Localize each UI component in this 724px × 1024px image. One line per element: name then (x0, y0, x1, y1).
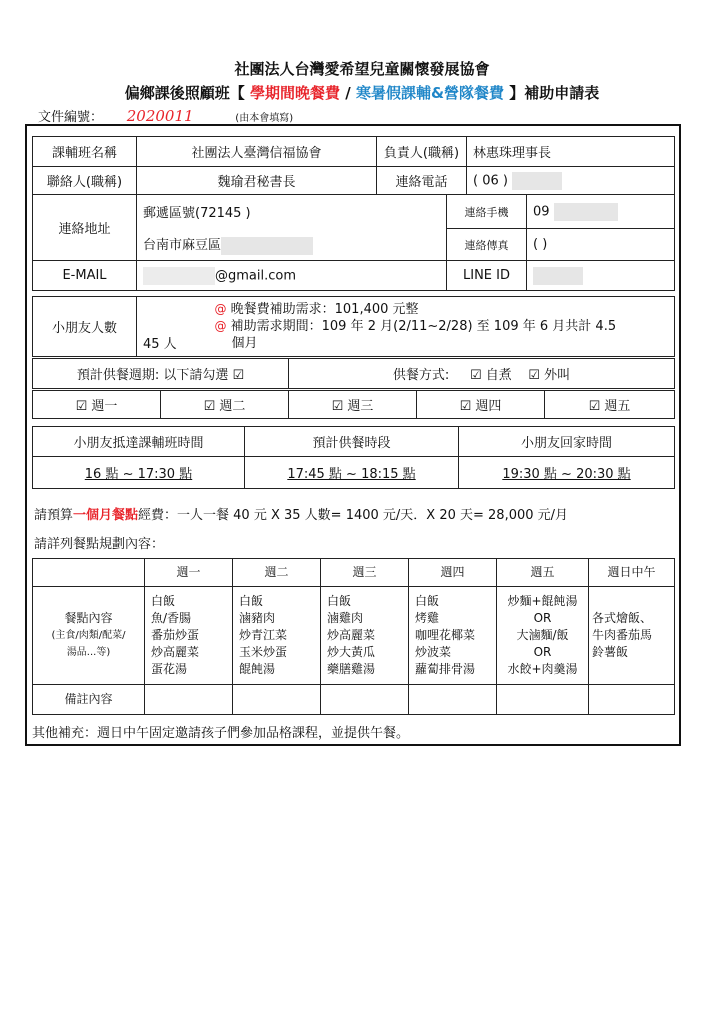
meal-items-sun (589, 587, 675, 685)
budget-prefix: 請預算 (34, 508, 74, 523)
meal-item: 各式燴飯、 (592, 611, 653, 625)
contact-value: 魏瑜君秘書長 (137, 167, 377, 195)
title-prefix: 偏鄉課後照顧班【 (124, 84, 245, 102)
swirl-bullet-icon: @ (214, 319, 227, 333)
title-blue-option: 寒暑假課輔&營隊餐費 (355, 84, 505, 102)
remark-cell (233, 685, 321, 715)
meal-item: 鈴薯飯 (592, 645, 629, 659)
meal-items-wed (321, 587, 409, 685)
redacted-block (533, 267, 583, 285)
email-value (137, 261, 447, 291)
day-check-thu[interactable]: ☑ 週四 (417, 391, 545, 419)
postal-value: 郵遞區號(72145 ) (137, 195, 447, 229)
meal-day-header: 週日中午 (589, 559, 675, 587)
remark-cell (497, 685, 589, 715)
remark-cell (409, 685, 497, 715)
address-label: 連絡地址 (33, 195, 137, 261)
day-check-mon[interactable]: ☑ 週一 (33, 391, 161, 419)
remark-label: 備註內容 (33, 685, 145, 715)
leader-value: 林惠珠理事長 (467, 137, 675, 167)
meal-time-label: 預計供餐時段 (245, 427, 459, 457)
title-separator: / (345, 84, 351, 102)
meal-row-label-3: 湯品...等) (66, 647, 111, 658)
meal-day-header: 週二 (233, 559, 321, 587)
mobile-value (527, 195, 675, 229)
budget-text: 經費：一人一餐 40 元 X 35 人數= 1400 元/天．X 20 天= 28,000 元/月 (138, 508, 569, 523)
kids-details (209, 297, 675, 357)
meal-item: 魚/香腸 (151, 611, 192, 625)
meal-day-header: 週五 (497, 559, 589, 587)
method-label: 供餐方式: (392, 368, 450, 383)
meal-items-fri (497, 587, 589, 685)
redacted-block (143, 267, 215, 285)
remark-cell (589, 685, 675, 715)
meal-item: 烤雞 (415, 611, 440, 625)
kids-label: 小朋友人數 (33, 297, 137, 357)
meal-item: 白飯 (151, 594, 176, 608)
doc-number-row (38, 106, 293, 126)
meal-item: 番茄炒蛋 (151, 628, 200, 642)
arrive-value: 16 點 ~ 17:30 點 (33, 457, 245, 489)
meal-item: 水餃+肉羹湯 (507, 662, 578, 676)
meal-items-tue (233, 587, 321, 685)
times-table (32, 426, 675, 489)
meal-items-thu (409, 587, 497, 685)
budget-red: 一個月餐點 (73, 508, 139, 523)
leader-label: 負責人(職稱) (377, 137, 467, 167)
title-suffix: 】補助申請表 (509, 84, 600, 102)
address-table (32, 194, 675, 291)
meal-item: 白飯 (239, 594, 264, 608)
meal-item: OR (533, 611, 552, 625)
remark-cell (321, 685, 409, 715)
line-value (527, 261, 675, 291)
title-red-option: 學期間晚餐費 (249, 84, 340, 102)
meal-item: 白飯 (327, 594, 352, 608)
need-period-cont: 個月 (231, 336, 258, 351)
redacted-block (512, 172, 562, 190)
contact-label: 聯絡人(職稱) (33, 167, 137, 195)
mobile-prefix: 09 (533, 204, 550, 219)
weekly-table (32, 358, 675, 389)
address-value (137, 229, 447, 261)
redacted-block (554, 203, 618, 221)
meal-item: 餛飩湯 (239, 662, 276, 676)
meal-day-header: 週一 (145, 559, 233, 587)
meal-item: 蛋花湯 (151, 662, 188, 676)
doc-number-value: 2020011 (107, 107, 213, 126)
meal-items-mon (145, 587, 233, 685)
home-label: 小朋友回家時間 (459, 427, 675, 457)
meal-item: 炒波菜 (415, 645, 452, 659)
org-name: 社團法人台灣愛希望兒童關懷發展協會 (234, 60, 490, 78)
day-check-fri[interactable]: ☑ 週五 (545, 391, 675, 419)
meal-item: 炒高麗菜 (327, 628, 376, 642)
day-check-wed[interactable]: ☑ 週三 (289, 391, 417, 419)
day-check-tue[interactable]: ☑ 週二 (161, 391, 289, 419)
class-name-label: 課輔班名稱 (33, 137, 137, 167)
address-text: 台南市麻豆區 (143, 238, 222, 253)
other-notes: 其他補充：週日中午固定邀請孩子們參加品格課程，並提供午餐。 (32, 726, 410, 741)
meal-item: 滷雞肉 (327, 611, 364, 625)
arrive-label: 小朋友抵達課輔班時間 (33, 427, 245, 457)
phone-value (467, 167, 675, 195)
meal-item: 咖哩花椰菜 (415, 628, 476, 642)
meal-item: 牛肉番茄馬 (592, 628, 653, 642)
meal-item: 大滷麵/飯 (516, 628, 569, 642)
email-domain: @gmail.com (215, 268, 297, 283)
swirl-bullet-icon: @ (214, 302, 227, 316)
budget-line (34, 504, 568, 523)
meal-item: 炒高麗菜 (151, 645, 200, 659)
meal-row-label-1: 餐點內容 (64, 611, 113, 625)
meal-item: 玉米炒蛋 (239, 645, 288, 659)
meal-item: 炒大黃瓜 (327, 645, 376, 659)
method-self-check[interactable]: ☑ 自煮 (469, 368, 512, 383)
meal-header-blank (33, 559, 145, 587)
meal-item: 藥膳雞湯 (327, 662, 376, 676)
meal-item: 蘿蔔排骨湯 (415, 662, 476, 676)
class-name-value: 社團法人臺灣信福協會 (137, 137, 377, 167)
phone-label: 連絡電話 (377, 167, 467, 195)
need-period: 補助需求期間：109 年 2 月(2/11~2/28) 至 109 年 6 月共計 4.5 (230, 319, 617, 334)
mobile-label: 連絡手機 (447, 195, 527, 229)
method-out-check[interactable]: ☑ 外叫 (528, 368, 571, 383)
dinner-need: 晚餐費補助需求：101,400 元整 (230, 302, 419, 317)
doc-number-note: (由本會填寫) (235, 113, 294, 124)
meal-row-label-2: (主食/肉類/配菜/ (51, 630, 126, 641)
kids-table (32, 296, 675, 357)
phone-prefix: ( 06 ) (473, 173, 508, 188)
meal-day-header: 週三 (321, 559, 409, 587)
meal-plan-table (32, 558, 675, 715)
redacted-block (221, 237, 313, 255)
meal-item: 白飯 (415, 594, 440, 608)
meal-time-value: 17:45 點 ~ 18:15 點 (245, 457, 459, 489)
method-cell (289, 359, 675, 389)
fax-label: 連絡傳真 (447, 229, 527, 261)
email-label: E-MAIL (33, 261, 137, 291)
meal-item: OR (533, 645, 552, 659)
days-table (32, 390, 675, 419)
remark-cell (145, 685, 233, 715)
meal-item: 炒青江菜 (239, 628, 288, 642)
line-label: LINE ID (447, 261, 527, 291)
meal-item: 炒麵+餛飩湯 (507, 594, 578, 608)
meal-day-header: 週四 (409, 559, 497, 587)
info-table (32, 136, 675, 195)
meal-list-label: 請詳列餐點規劃內容： (34, 537, 165, 552)
fax-value: ( ) (527, 229, 675, 261)
form-title (0, 82, 724, 103)
meal-item: 滷豬肉 (239, 611, 276, 625)
doc-number-label: 文件編號： (38, 110, 104, 125)
home-value: 19:30 點 ~ 20:30 點 (459, 457, 675, 489)
weekly-label: 預計供餐週期: 以下請勾選 ☑ (33, 359, 289, 389)
kids-count: 45 人 (137, 297, 209, 357)
meal-row-label (33, 587, 145, 685)
